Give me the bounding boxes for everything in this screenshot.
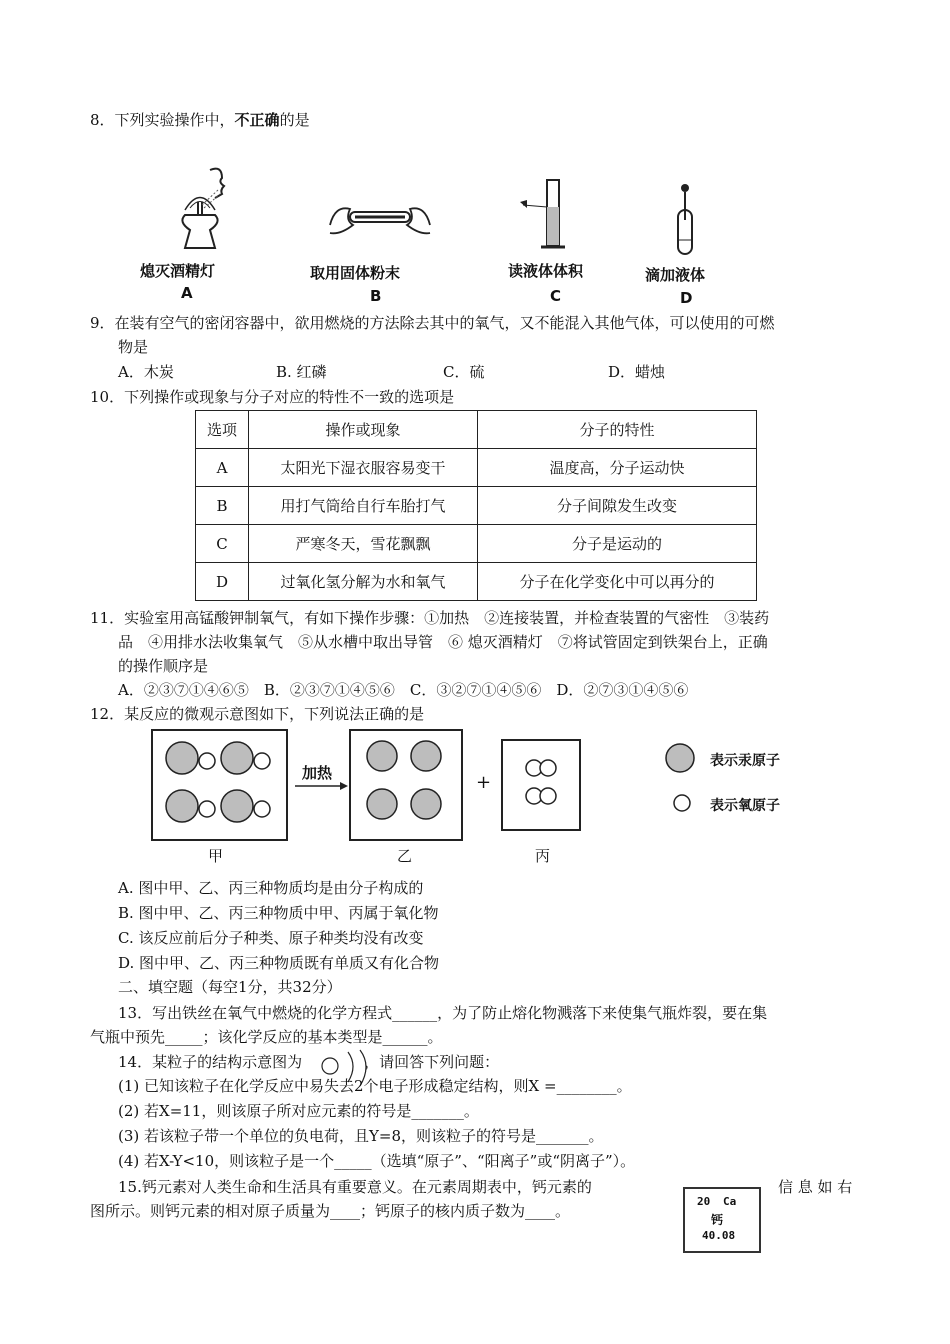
q9-stem-line2: 物是 <box>118 338 149 356</box>
q10-stem: 10．下列操作或现象与分子对应的特性不一致的选项是 <box>90 388 455 406</box>
q12-option-d: D. 图中甲、乙、丙三种物质既有单质又有化合物 <box>118 954 440 972</box>
q15-line1a: 15.钙元素对人类生命和生活具有重要意义。在元素周期表中，钙元素的 <box>118 1178 592 1196</box>
q12-option-c: C. 该反应前后分子种类、原子种类均没有改变 <box>118 929 424 947</box>
q14-part4: (4) 若X-Y<10，则该粒子是一个_____（选填“原子”、“阳离子”或“阴离子”）。 <box>118 1152 636 1170</box>
table-cell: 分子是运动的 <box>478 525 757 563</box>
legend-oxygen: 表示氧原子 <box>710 798 780 814</box>
q14-stem <box>118 1052 499 1072</box>
q11-options: A．②③⑦①④⑥⑤ B．②③⑦①④⑤⑥ C．③②⑦①④⑤⑥ D．②⑦③①④⑤⑥ <box>118 681 689 699</box>
table-cell: A <box>196 449 249 487</box>
table-row <box>196 449 757 487</box>
q14-stem-part: 14．某粒子的结构示意图为 <box>118 1053 303 1071</box>
q13-line2: 气瓶中预先_____；该化学反应的基本类型是______。 <box>90 1028 443 1046</box>
table-cell: 用打气筒给自行车胎打气 <box>249 487 478 525</box>
label-yi: 乙 <box>397 847 413 865</box>
q10-table <box>195 410 757 601</box>
q15-line1b: 信 息 如 右 <box>778 1178 853 1196</box>
q11-line3: 的操作顺序是 <box>118 657 209 675</box>
table-row <box>196 563 757 601</box>
figure-letter: C <box>550 287 562 305</box>
table-cell: 分子在化学变化中可以再分的 <box>478 563 757 601</box>
q9-option-b: B. 红磷 <box>276 363 327 381</box>
reaction-arrow-label: 加热 <box>302 764 333 782</box>
legend-mercury: 表示汞原子 <box>710 753 780 769</box>
q15-line2: 图所示。则钙元素的相对原子质量为____；钙原子的核内质子数为____。 <box>90 1202 571 1220</box>
table-header-row <box>196 411 757 449</box>
q13-line1: 13．写出铁丝在氧气中燃烧的化学方程式______，为了防止熔化物溅落下来使集气瓶炸裂，要在集 <box>118 1004 768 1022</box>
table-cell: C <box>196 525 249 563</box>
table-cell: 过氧化氢分解为水和氧气 <box>249 563 478 601</box>
q12-stem: 12．某反应的微观示意图如下，下列说法正确的是 <box>90 705 425 723</box>
table-header-cell: 分子的特性 <box>478 411 757 449</box>
table-cell: 太阳光下湿衣服容易变干 <box>249 449 478 487</box>
element-card <box>683 1187 761 1253</box>
q14-part1: (1) 已知该粒子在化学反应中易失去2个电子形成稳定结构，则X =________。 <box>118 1077 632 1095</box>
q9-option-a: A．木炭 <box>118 363 174 381</box>
figure-letter: D <box>680 289 693 307</box>
figure-letter: A <box>181 284 193 302</box>
section-heading: 二、填空题（每空1分，共32分） <box>118 978 342 996</box>
element-symbol: Ca <box>723 1195 737 1208</box>
element-name: 钙 <box>711 1213 724 1227</box>
plus-sign: + <box>476 772 492 793</box>
table-row <box>196 525 757 563</box>
table-header-cell: 选项 <box>196 411 249 449</box>
graduated-cylinder-figure <box>515 175 585 255</box>
table-cell: B <box>196 487 249 525</box>
table-cell: 温度高，分子运动快 <box>478 449 757 487</box>
q11-line2: 品 ④用排水法收集氧气 ⑤从水槽中取出导管 ⑥ 熄灭酒精灯 ⑦将试管固定到铁架台上，正确 <box>118 633 768 651</box>
q8-stem-emphasis: 不正确 <box>234 111 280 129</box>
q8-stem-part: 的是 <box>279 111 310 129</box>
figure-caption: 滴加液体 <box>645 266 706 284</box>
figure-letter: B <box>370 287 382 305</box>
figure-caption: 取用固体粉末 <box>310 264 401 282</box>
table-cell: 严寒冬天，雪花飘飘 <box>249 525 478 563</box>
q14-part3: (3) 若该粒子带一个单位的负电荷，且Y=8，则该粒子的符号是_______。 <box>118 1127 604 1145</box>
q11-line1: 11．实验室用高锰酸钾制氧气，有如下操作步骤：①加热 ②连接装置，并检查装置的气密性 ③装药 <box>90 609 770 627</box>
q12-option-b: B. 图中甲、乙、丙三种物质中甲、丙属于氧化物 <box>118 904 439 922</box>
figure-caption: 读液体体积 <box>508 262 584 280</box>
test-tube-horizontal-figure <box>325 195 435 245</box>
figure-caption: 熄灭酒精灯 <box>140 262 216 280</box>
q9-option-c: C．硫 <box>443 363 485 381</box>
label-bing: 丙 <box>535 847 551 865</box>
label-jia: 甲 <box>208 847 224 865</box>
dropper-test-tube-figure <box>665 180 705 260</box>
atomic-number: 20 <box>697 1195 711 1208</box>
q8-stem <box>90 110 310 130</box>
atomic-mass: 40.08 <box>702 1229 736 1242</box>
table-header-cell: 操作或现象 <box>249 411 478 449</box>
q8-stem-part: 8．下列实验操作中， <box>90 111 235 129</box>
table-row <box>196 487 757 525</box>
alcohol-lamp-figure <box>160 160 240 255</box>
table-cell: 分子间隙发生改变 <box>478 487 757 525</box>
q12-option-a: A. 图中甲、乙、丙三种物质均是由分子构成的 <box>118 879 424 897</box>
table-cell: D <box>196 563 249 601</box>
q14-stem-part: ，请回答下列问题： <box>364 1053 500 1071</box>
q14-part2: (2) 若X=11，则该原子所对应元素的符号是_______。 <box>118 1102 479 1120</box>
q9-option-d: D．蜡烛 <box>608 363 666 381</box>
q9-stem-line1: 9．在装有空气的密闭容器中，欲用燃烧的方法除去其中的氧气，又不能混入其他气体，可以使用的可燃 <box>90 314 775 332</box>
